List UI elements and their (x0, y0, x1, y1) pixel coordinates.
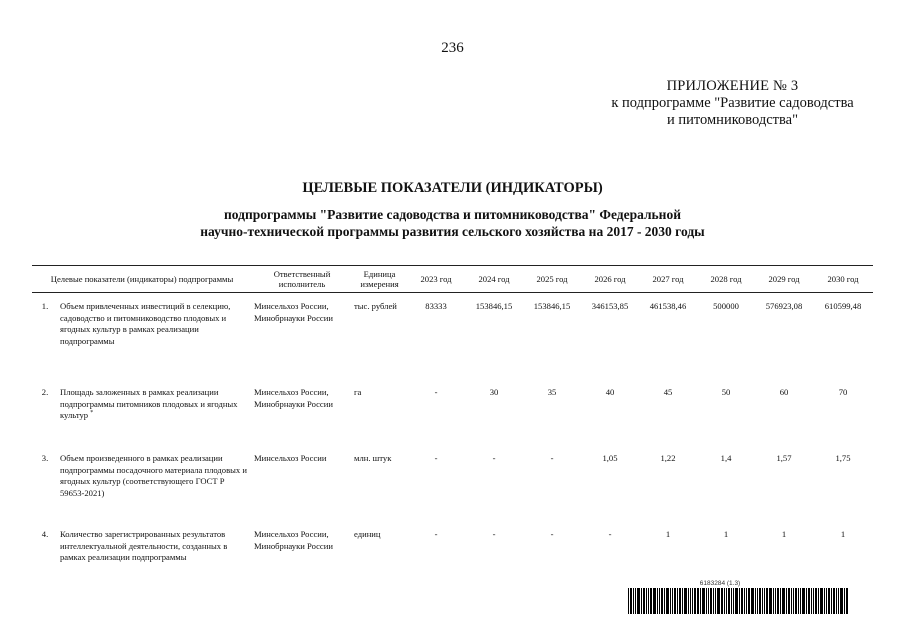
row-value: - (492, 453, 496, 463)
row-value: - (434, 453, 438, 463)
row-executor: Минсельхоз России, Минобрнауки России (254, 387, 333, 409)
barcode-bar (677, 588, 678, 614)
header-year-2024: 2024 год (465, 266, 523, 293)
barcode-bar (641, 588, 642, 614)
table-spacer-row (32, 521, 873, 529)
header-executor: Ответственный исполнитель (252, 266, 352, 293)
barcode-bar (666, 588, 669, 614)
row-value: 1,75 (835, 453, 851, 463)
barcode-bar (766, 588, 768, 614)
footnote-mark: * (90, 410, 94, 417)
header-indicator: Целевые показатели (индикаторы) подпрограммы (32, 266, 252, 293)
row-value: 35 (547, 387, 557, 397)
barcode-bar (826, 588, 827, 614)
barcode-bar (759, 588, 761, 614)
barcode-bar (838, 588, 839, 614)
indicator-name-text: Площадь заложенных в рамках реализации подпрограммы питомников плодовых и ягодных культур (60, 387, 238, 420)
page-number: 236 (441, 40, 464, 56)
row-value: 70 (838, 387, 848, 397)
barcode-bar (646, 588, 647, 614)
row-indicator-name (58, 387, 252, 445)
appendix-line-3: и питомниководства" (666, 112, 799, 128)
table-spacer-row (32, 379, 873, 387)
row-indicator-name (58, 301, 252, 379)
row-unit: га (354, 387, 362, 397)
subtitle-line-1: подпрограммы "Развитие садоводства и питомниководства" Федеральной (223, 207, 681, 222)
barcode-bar (674, 588, 676, 614)
header-year-2023: 2023 год (407, 266, 465, 293)
header-unit: Единица измерения (352, 266, 407, 293)
row-value: - (608, 529, 612, 539)
header-year-2025: 2025 год (523, 266, 581, 293)
barcode-bar (653, 588, 656, 614)
row-value: 45 (663, 387, 673, 397)
row-value: 30 (489, 387, 499, 397)
barcode-bar (650, 588, 652, 614)
barcode-bar (769, 588, 772, 614)
barcode-bar (739, 588, 740, 614)
indicators-table (32, 265, 873, 589)
table-header-row (32, 266, 873, 293)
barcode-bar (657, 588, 658, 614)
barcode-bar (661, 588, 663, 614)
barcode-bar (746, 588, 747, 614)
header-year-2029: 2029 год (755, 266, 813, 293)
table-row (32, 387, 873, 445)
table-spacer-row (32, 445, 873, 453)
barcode-bar (800, 588, 801, 614)
row-value: 40 (605, 387, 615, 397)
barcode-bar (757, 588, 758, 614)
row-executor: Минсельхоз России, Минобрнауки России (254, 529, 333, 551)
row-indicator-name (58, 453, 252, 521)
row-value: 1,4 (720, 453, 732, 463)
barcode-bar (840, 588, 843, 614)
barcode-bar (633, 588, 634, 614)
row-value: - (434, 387, 438, 397)
barcode-bar (813, 588, 814, 614)
row-executor: Минсельхоз России (254, 453, 327, 463)
row-value: 576923,08 (765, 301, 803, 311)
barcode-bar (670, 588, 671, 614)
barcode-bar (741, 588, 743, 614)
row-value: 500000 (713, 301, 739, 311)
row-value: 1 (665, 529, 671, 539)
row-indicator-name (58, 529, 252, 589)
barcode-bar (664, 588, 665, 614)
barcode-bar (791, 588, 792, 614)
barcode-bar (679, 588, 681, 614)
barcode-bar (726, 588, 727, 614)
barcode-bar (824, 588, 825, 614)
row-executor: Минсельхоз России, Минобрнауки России (254, 301, 333, 323)
barcode-bar (635, 588, 636, 614)
barcode-bar (748, 588, 750, 614)
barcode-bar (717, 588, 720, 614)
row-value: - (550, 453, 554, 463)
barcode-bar (764, 588, 765, 614)
appendix-header (560, 78, 905, 129)
barcode-bar (831, 588, 832, 614)
row-unit: тыс. рублей (354, 301, 397, 311)
row-value: 1,05 (602, 453, 618, 463)
row-value: 610599,48 (824, 301, 862, 311)
barcode-bar (793, 588, 794, 614)
appendix-line-1: ПРИЛОЖЕНИЕ № 3 (666, 78, 799, 94)
document-title: ЦЕЛЕВЫЕ ПОКАЗАТЕЛИ (ИНДИКАТОРЫ) (302, 180, 603, 196)
document-code: 6183284 (1.3) (699, 580, 741, 587)
barcode-bar (815, 588, 817, 614)
barcode-bar (788, 588, 790, 614)
barcode-bar (715, 588, 716, 614)
row-unit: млн. штук (354, 453, 392, 463)
table-spacer-row (32, 293, 873, 302)
barcode-bar (728, 588, 730, 614)
row-number: 3. (41, 453, 49, 463)
barcode-bar (682, 588, 683, 614)
row-value: - (492, 529, 496, 539)
barcode-bar (697, 588, 699, 614)
subtitle-line-2: научно-технической программы развития сельского хозяйства на 2017 - 2030 годы (200, 224, 705, 239)
barcode-bar (694, 588, 696, 614)
barcode-bar (844, 588, 845, 614)
header-year-2026: 2026 год (581, 266, 639, 293)
row-value: 50 (721, 387, 731, 397)
barcode-bar (782, 588, 785, 614)
barcode-bar (833, 588, 835, 614)
barcode-bar (713, 588, 714, 614)
barcode-bar (846, 588, 848, 614)
barcode-bar (735, 588, 738, 614)
indicator-name-text: Количество зарегистрированных результатов интеллектуальной деятельности, созданных в рамках реализации подпрограммы (60, 529, 228, 562)
barcode-bar (806, 588, 807, 614)
barcode-bar (828, 588, 830, 614)
barcode-bar (811, 588, 812, 614)
barcode-bar (688, 588, 689, 614)
barcode-bar (744, 588, 745, 614)
barcode-bar (733, 588, 734, 614)
barcode-bar (802, 588, 805, 614)
document-subtitle (0, 206, 905, 240)
row-number: 4. (41, 529, 49, 539)
barcode-bar (808, 588, 810, 614)
table-row (32, 301, 873, 379)
row-value: 346153,85 (591, 301, 629, 311)
barcode-bar (751, 588, 754, 614)
header-year-2027: 2027 год (639, 266, 697, 293)
appendix-line-2: к подпрограмме "Развитие садоводства (611, 95, 854, 111)
barcode-bar (818, 588, 819, 614)
row-value: 461538,46 (649, 301, 687, 311)
barcode-bar (630, 588, 632, 614)
row-unit: единиц (354, 529, 381, 539)
barcode-bar (731, 588, 732, 614)
table-body (32, 293, 873, 590)
row-number: 1. (41, 301, 49, 311)
barcode-bar (659, 588, 660, 614)
barcode-bar (648, 588, 649, 614)
barcode-bar (706, 588, 707, 614)
header-year-2028: 2028 год (697, 266, 755, 293)
row-value: 60 (779, 387, 789, 397)
barcode-bar (724, 588, 725, 614)
header-year-2030: 2030 год (813, 266, 873, 293)
row-number: 2. (41, 387, 49, 397)
barcode-bar (702, 588, 705, 614)
barcode-bar (798, 588, 799, 614)
barcode-bar (775, 588, 776, 614)
barcode-bar (637, 588, 640, 614)
barcode-bar (820, 588, 823, 614)
row-value: 1,22 (660, 453, 676, 463)
indicator-name-text: Объем произведенного в рамках реализации подпрограммы посадочного материала плодовых и ягодных культур (соответствующего ГОСТ Р 59653-2021) (60, 453, 247, 498)
barcode-bar (643, 588, 645, 614)
table-row (32, 453, 873, 521)
row-value: - (434, 529, 438, 539)
barcode-bar (773, 588, 774, 614)
row-value: - (550, 529, 554, 539)
row-value: 83333 (425, 301, 447, 311)
barcode-bar (795, 588, 797, 614)
barcode-bar (672, 588, 673, 614)
indicator-name-text: Объем привлеченных инвестиций в селекцию, садоводство и питомниководство плодовых и ягодных культур в рамках реализации подпрограммы (60, 301, 231, 346)
barcode-bar (690, 588, 691, 614)
barcode-bar (762, 588, 763, 614)
row-value: 1,57 (776, 453, 792, 463)
barcode-bar (777, 588, 779, 614)
barcode-bar (700, 588, 701, 614)
barcode-bar (721, 588, 723, 614)
row-value: 1 (723, 529, 729, 539)
barcode-bar (780, 588, 781, 614)
row-value: 1 (840, 529, 846, 539)
barcode-bar (692, 588, 693, 614)
barcode-bar (755, 588, 756, 614)
barcode-bar (836, 588, 837, 614)
row-value: 153846,15 (475, 301, 513, 311)
barcode-bar (628, 588, 629, 614)
barcode-bar (710, 588, 712, 614)
barcode-bar (786, 588, 787, 614)
barcode-bar (708, 588, 709, 614)
barcode (628, 588, 874, 614)
barcode-bar (684, 588, 687, 614)
row-value: 1 (781, 529, 787, 539)
row-value: 153846,15 (533, 301, 571, 311)
